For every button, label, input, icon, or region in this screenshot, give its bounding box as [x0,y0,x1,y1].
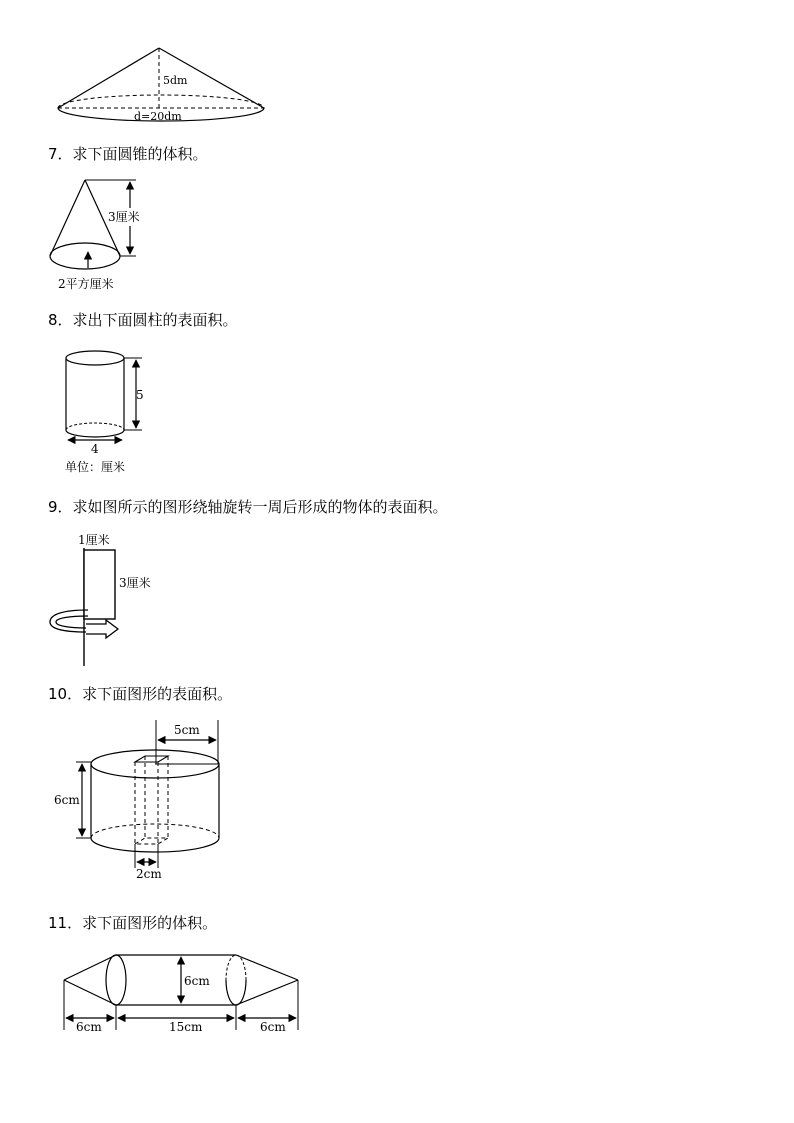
height-label: 5 [136,388,144,402]
question-10: 10．求下面图形的表面积。 [48,685,233,703]
height-label: 3厘米 [108,210,140,224]
unit-label: 单位：厘米 [65,460,126,474]
question-9: 9．求如图所示的图形绕轴旋转一周后形成的物体的表面积。 [48,498,448,516]
left-cone-label: 6cm [76,1020,102,1034]
height-label: 3厘米 [119,576,151,590]
cylinder-length-label: 15cm [169,1020,203,1034]
base-area-label: 2平方厘米 [58,277,114,291]
question-8: 8．求出下面圆柱的表面积。 [48,311,238,329]
diameter-label: d=20dm [134,110,182,123]
cylinder-with-hole-figure-q10 [50,716,250,886]
diameter-label: 6cm [184,974,210,988]
question-11: 11．求下面图形的体积。 [48,914,218,932]
height-label: 5dm [163,74,188,87]
radius-label: 5cm [174,723,200,737]
cone-cylinder-cone-figure-q11 [56,948,316,1043]
cone-figure-q7 [44,172,154,297]
cylinder-figure-q8 [58,344,168,479]
height-label: 6cm [54,793,80,807]
right-cone-label: 6cm [260,1020,286,1034]
diameter-label: 4 [91,442,99,456]
rotation-figure-q9 [44,528,174,668]
cone-figure-q6 [50,40,280,130]
question-7: 7．求下面圆锥的体积。 [48,145,208,163]
width-label: 1厘米 [78,533,110,547]
hole-side-label: 2cm [136,867,162,881]
